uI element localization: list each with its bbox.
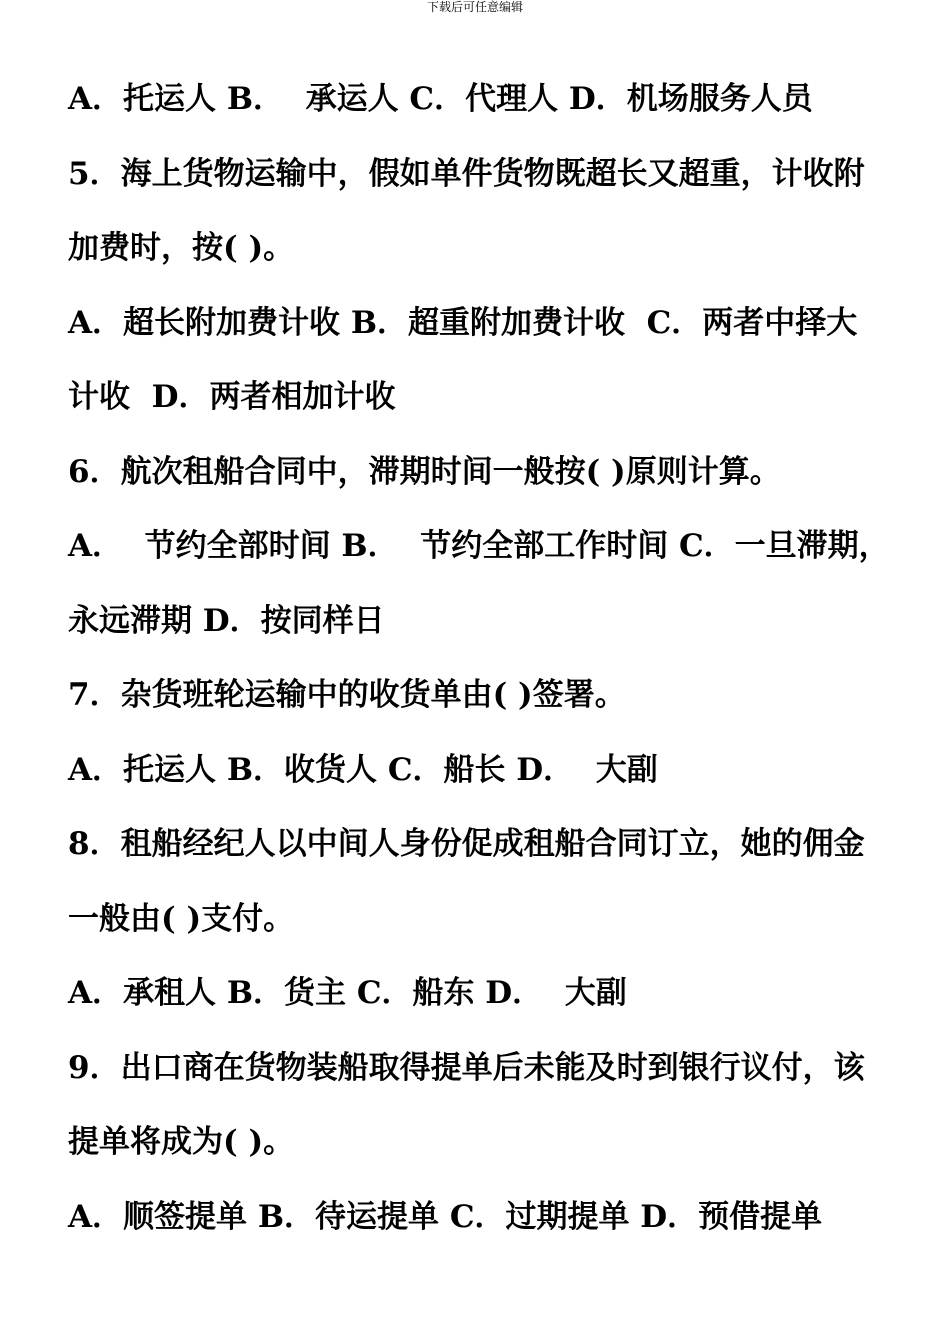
options-line: A．超长附加费计收 B．超重附加费计收 C．两者中择大	[68, 304, 858, 341]
question-9: 9．出口商在货物装船取得提单后未能及时到银行议付，该	[68, 1049, 865, 1086]
options-line: A．承租人 B．货主 C．船东 D． 大副	[68, 975, 627, 1011]
text-line: 永远滞期 D．按同样日	[68, 602, 385, 639]
options-line: A． 节约全部时间 B． 节约全部工作时间 C．一旦滞期，	[68, 528, 890, 564]
text-line: 计收 D．两者相加计收	[68, 379, 396, 415]
options-line: A．顺签提单 B．待运提单 C．过期提单 D．预借提单	[68, 1198, 823, 1235]
question-6: 6．航次租船合同中，滞期时间一般按( )原则计算。	[68, 453, 781, 490]
question-8: 8．租船经纪人以中间人身份促成租船合同订立，她的佣金	[68, 826, 865, 862]
text-line: A．托运人 B． 承运人 C．代理人 D．机场服务人员	[68, 81, 813, 117]
question-7: 7．杂货班轮运输中的收货单由( )签署。	[68, 677, 626, 713]
question-5: 5．海上货物运输中，假如单件货物既超长又超重，计收附	[68, 155, 865, 192]
text-line: 加费时，按( )。	[68, 230, 295, 266]
text-line: 提单将成为( )。	[68, 1124, 295, 1160]
options-line: A．托运人 B．收货人 C．船长 D． 大副	[68, 751, 658, 788]
text-line: 一般由( )支付。	[68, 900, 295, 937]
page-header: 下载后可任意编辑	[426, 0, 523, 14]
document-body	[68, 62, 898, 1254]
